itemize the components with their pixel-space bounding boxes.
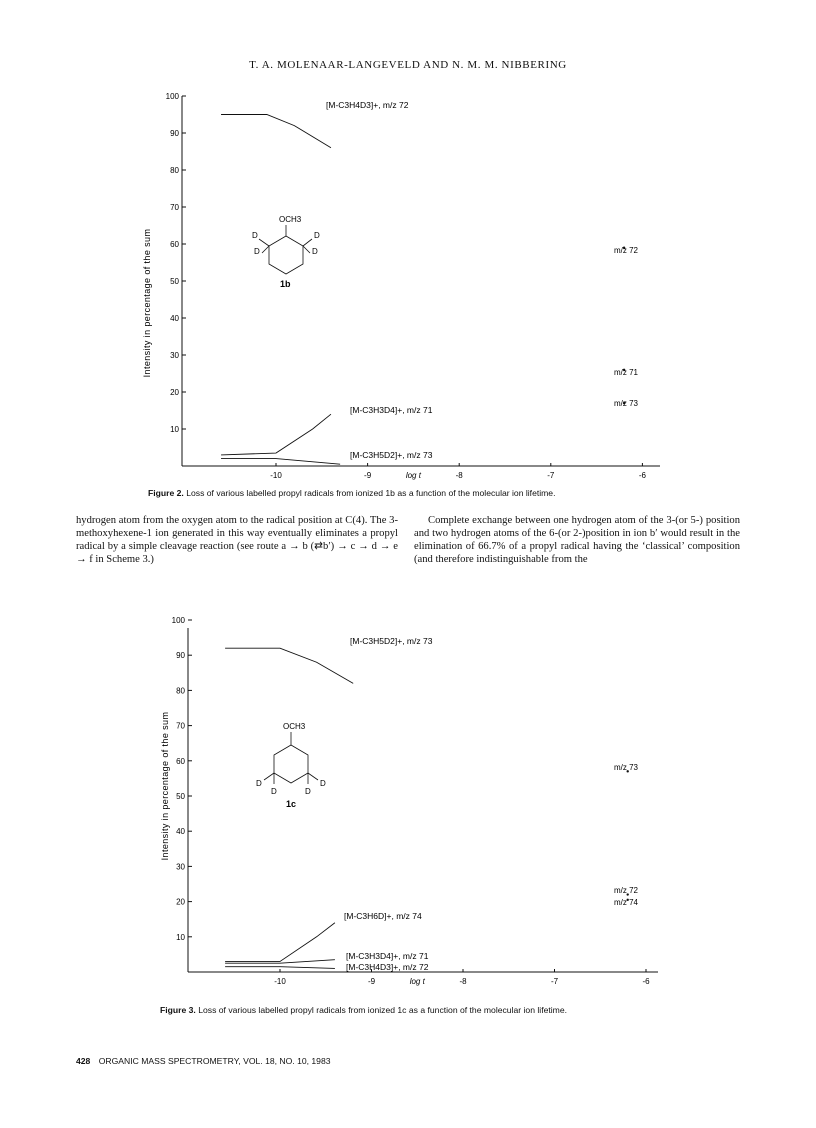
x-tick-label: -7: [547, 471, 555, 480]
y-tick-label: 60: [170, 240, 179, 249]
deuterium-label: D: [256, 779, 262, 788]
point-label-73: m/z 73: [614, 399, 639, 408]
deuterium-label: D: [312, 247, 318, 256]
y-tick-label: 60: [176, 756, 185, 766]
caption-text: Loss of various labelled propyl radicals from ionized 1c as a function of the molecular ion lifetime.: [198, 1005, 567, 1015]
deuterium-label: D: [252, 231, 258, 240]
y-tick-label: 70: [176, 721, 185, 731]
paragraph: Complete exchange between one hydrogen atom of the 3-(or 5-) position and two hydrogen atoms of the 6-(or 2-)position in ion b′ would result in the elimination of 66.7% of a propyl radical having the ‘classical’ composition (and therefore indistinguishable from the: [414, 515, 740, 565]
compound-label: 1c: [286, 799, 297, 809]
curve-label-72: [M-C3H4D3]+, m/z 72: [346, 962, 429, 972]
series-line-0: [225, 648, 353, 683]
y-tick-label: 30: [176, 862, 185, 872]
series-line-1: [221, 414, 331, 455]
x-tick-label: log t: [405, 471, 421, 480]
y-tick-label: 10: [176, 932, 185, 942]
y-tick-label: 40: [176, 827, 185, 837]
y-tick-label: 10: [170, 425, 179, 434]
curve-label-74: [M-C3H6D]+, m/z 74: [344, 911, 422, 921]
page-footer: [76, 1056, 331, 1066]
y-tick-label: 90: [170, 129, 179, 138]
x-tick-label: -8: [459, 977, 467, 986]
page-number: 428: [76, 1056, 91, 1066]
y-axis-label: Intensity in percentage of the sum: [160, 711, 170, 861]
y-tick-label: 100: [165, 92, 179, 101]
y-tick-label: 20: [176, 897, 185, 907]
curve-label-71: [M-C3H3D4]+, m/z 71: [346, 951, 429, 961]
y-tick-label: 90: [176, 651, 185, 661]
series-line-1: [225, 923, 335, 962]
curve-label-71: [M-C3H3D4]+, m/z 71: [350, 405, 433, 415]
x-tick-label: -10: [270, 471, 282, 480]
series-line-0: [221, 115, 331, 148]
x-tick-label: -9: [364, 471, 372, 480]
y-tick-label: 80: [170, 166, 179, 175]
point-label-72: m/z 72: [614, 886, 639, 895]
x-tick-label: -9: [367, 977, 376, 986]
body-text-right: [414, 514, 740, 566]
deuterium-label: D: [254, 247, 260, 256]
deuterium-label: D: [305, 787, 311, 796]
structure-1b: [259, 225, 312, 274]
point-label-73: m/z 73: [614, 763, 639, 772]
deuterium-label: D: [314, 231, 320, 240]
x-tick-label: -6: [638, 471, 646, 480]
y-tick-label: 50: [176, 792, 185, 801]
paragraph: hydrogen atom from the oxygen atom to the radical position at C(4). The 3-methoxyhexene-1 ion generated in this way eventually eliminates a propyl radical by a simple cleavage reaction (see route a → b (⇄b′) → c → d → e → f in Scheme 3.): [76, 515, 398, 565]
y-tick-label: 100: [171, 616, 185, 625]
substituent-label: OCH3: [279, 215, 302, 224]
y-axis-label: Intensity in percentage of the sum: [142, 228, 152, 378]
y-tick-label: 20: [170, 388, 179, 397]
figure-2-caption: [148, 488, 688, 499]
curve-label-72: [M-C3H4D3]+, m/z 72: [326, 100, 409, 110]
compound-label: 1b: [280, 279, 291, 289]
figure-3-caption: [160, 1005, 680, 1016]
journal-citation: ORGANIC MASS SPECTROMETRY, VOL. 18, NO. 10, 1983: [98, 1056, 331, 1066]
deuterium-label: D: [271, 787, 277, 796]
point-label-72: m/z 72: [614, 246, 639, 255]
deuterium-label: D: [320, 779, 326, 788]
y-tick-label: 40: [170, 314, 179, 323]
point-label-71: m/z 71: [614, 368, 639, 377]
curve-label-73: [M-C3H5D2]+, m/z 73: [350, 450, 433, 460]
caption-text: Loss of various labelled propyl radicals from ionized 1b as a function of the molecular ion lifetime.: [186, 488, 556, 498]
y-tick-label: 70: [170, 203, 179, 212]
y-tick-label: 30: [170, 351, 179, 360]
point-label-74: m/z 74: [614, 898, 639, 907]
figure-2-chart: [140, 88, 680, 484]
y-tick-label: 80: [176, 686, 185, 696]
x-tick-label: -8: [455, 471, 463, 480]
caption-label: Figure 3.: [160, 1005, 196, 1015]
caption-label: Figure 2.: [148, 488, 184, 498]
series-line-2: [221, 459, 340, 465]
x-tick-label: -7: [550, 977, 559, 986]
body-text-left: [76, 514, 398, 566]
y-tick-label: 50: [170, 277, 179, 286]
figure-3-chart: [140, 572, 680, 1002]
substituent-label: OCH3: [283, 722, 306, 731]
structure-1c: [264, 732, 318, 784]
x-tick-label: -6: [642, 977, 650, 986]
running-header: T. A. MOLENAAR-LANGEVELD AND N. M. M. NIBBERING: [249, 59, 567, 71]
x-tick-label: log t: [409, 977, 425, 986]
curve-label-73: [M-C3H5D2]+, m/z 73: [350, 636, 433, 646]
x-tick-label: -10: [274, 977, 286, 986]
series-line-3: [225, 967, 335, 969]
